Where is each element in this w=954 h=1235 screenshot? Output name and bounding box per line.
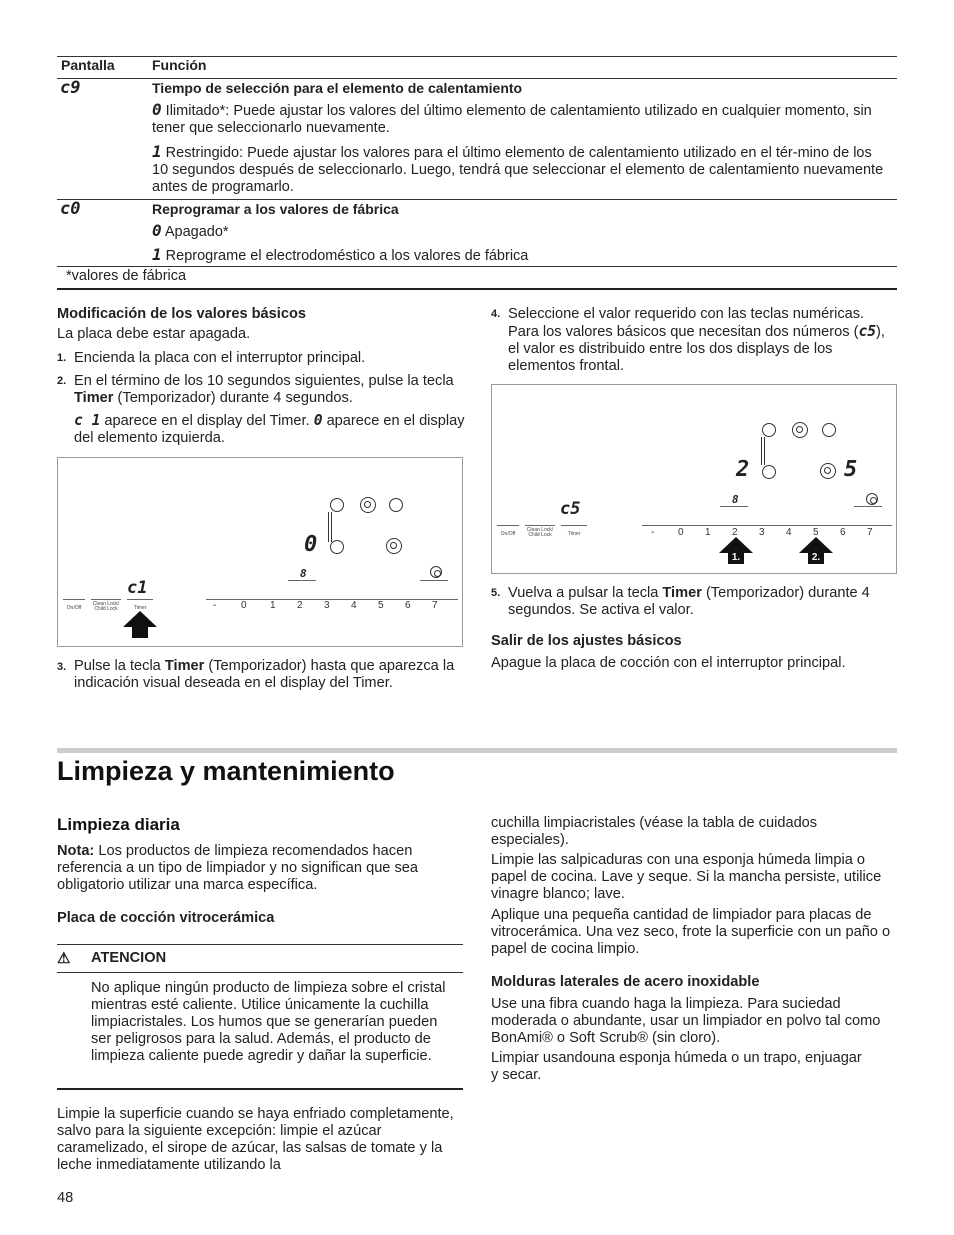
press-arrow-icon (719, 537, 753, 553)
step-3 (74, 658, 464, 692)
target-key-icon (430, 566, 442, 578)
placa-heading: Placa de cocción vitrocerámica (57, 910, 275, 926)
note-paragraph (57, 843, 462, 894)
table-bottom-rule (57, 288, 897, 290)
step-text: aparece en el display del elemento izquierda. (74, 413, 465, 446)
scale-key: 4 (786, 527, 792, 538)
table-row-rule (57, 266, 897, 267)
row-option-0 (152, 222, 229, 241)
right-paragraph-1: cuchilla limpiacristales (véase la tabla de cuidados especiales). (491, 815, 818, 848)
digit-0: 0 (152, 221, 162, 240)
warning-label: ATENCION (91, 950, 167, 966)
zone-indicator (330, 498, 344, 512)
right-paragraph-5: Limpiar usandouna esponja húmeda o un trapo, enjuagar y secar. (491, 1050, 862, 1083)
molduras-heading: Molduras laterales de acero inoxidable (491, 974, 760, 990)
step-4 (508, 306, 888, 375)
clean-paragraph: Limpie la superficie cuando se haya enfriado completamente, salvo para la siguiente excepción: limpie el azúcar caramelizado, el sirope de azúcar, las salsas de tomate y la leche inmediatamente utilizando la (57, 1106, 454, 1173)
digit-1: 1 (152, 142, 162, 161)
scale-key: 1 (705, 527, 711, 538)
warning-mid-rule (57, 972, 463, 973)
table-row-rule (57, 199, 897, 200)
timer-display: c1 (127, 578, 148, 598)
step-number: 1. (57, 352, 67, 364)
modify-heading: Modificación de los valores básicos (57, 306, 306, 322)
press-arrow-stem (132, 626, 148, 638)
modify-intro: La placa debe estar apagada. (57, 326, 251, 342)
warning-icon: ⚠ (57, 950, 71, 967)
step-text: (Temporizador) durante 4 segundos. Se activa el valor. (508, 585, 870, 618)
step-number: 2. (57, 375, 67, 387)
element-select-icon: 8 (300, 567, 307, 580)
timer-key-label: Timer (133, 605, 147, 611)
zone-target-icon (360, 497, 376, 513)
scale-key: 6 (405, 600, 411, 611)
step-1: Encienda la placa con el interruptor principal. (74, 350, 366, 366)
option-text: Reprograme el electrodoméstico a los valores de fábrica (165, 248, 529, 264)
clean-lock-key-label: Clean Lock/ Child Lock (526, 527, 554, 538)
key-line (854, 506, 882, 519)
note-label: Nota: (57, 843, 95, 859)
step-number: 3. (57, 661, 67, 673)
warning-top-rule (57, 944, 463, 945)
step-5 (508, 585, 898, 619)
front-right-display: 5 (844, 457, 858, 482)
timer-key-label: Timer (74, 390, 114, 406)
scale-key: 4 (351, 600, 357, 611)
zone-link-bar (761, 437, 765, 465)
option-text: Ilimitado*: Puede ajustar los valores del último elemento de calentamiento utilizado en cualquier momento, sin tener que seleccionarlo nuevamente. (152, 103, 872, 136)
table-footnote: *valores de fábrica (66, 268, 187, 284)
scale-key: 5 (813, 527, 819, 538)
zone-link-bar (328, 512, 332, 542)
zone-indicator (762, 423, 776, 437)
press-arrow-stem: 2. (808, 552, 824, 564)
exit-heading: Salir de los ajustes básicos (491, 633, 682, 649)
row-option-0 (152, 101, 892, 137)
section-divider (57, 748, 897, 753)
step-text: ), el valor es distribuido entre los dos displays de los elementos frontal. (508, 324, 885, 374)
step-text: Pulse la tecla (74, 658, 165, 674)
step-text: aparece en el display del Timer. (100, 413, 314, 429)
scale-key: 5 (378, 600, 384, 611)
timer-code-c1: c 1 (74, 412, 101, 429)
scale-key: 0 (241, 600, 247, 611)
page-number: 48 (57, 1190, 74, 1206)
scale-key: 1 (270, 600, 276, 611)
scale-key: 7 (432, 600, 438, 611)
scale-key: 6 (840, 527, 846, 538)
row-option-1 (152, 143, 887, 196)
timer-key-label: Timer (567, 531, 581, 537)
cooktop-panel-diagram-2 (491, 384, 897, 574)
digit-1: 1 (152, 245, 162, 264)
key-line (420, 580, 448, 593)
front-left-display: 2 (736, 457, 750, 482)
code-c5: c5 (858, 323, 877, 340)
digit-0: 0 (152, 100, 162, 119)
display-code-c0: c0 (60, 199, 81, 219)
press-arrow-stem: 1. (728, 552, 744, 564)
step-number: 4. (491, 308, 501, 320)
zone-target-icon (792, 422, 808, 438)
row-option-1 (152, 246, 528, 265)
step-text: (Temporizador) hasta que aparezca la indicación visual deseada en el display del Timer. (74, 658, 455, 691)
press-arrow-icon (123, 611, 157, 627)
step-2-result (74, 412, 466, 447)
zone-target-icon (820, 463, 836, 479)
zone-indicator (389, 498, 403, 512)
table-header-rule (57, 78, 897, 79)
table-header-funcion: Función (152, 57, 207, 73)
step-text: En el término de los 10 segundos siguientes, pulse la tecla (74, 373, 454, 389)
key-line (720, 506, 748, 519)
right-paragraph-2: Limpie las salpicaduras con una esponja húmeda limpia o papel de cocina. Lave y seque. Si la mancha persiste, utilice vinagre blanco; lave. (491, 852, 882, 902)
scale-key: 2 (297, 600, 303, 611)
row-title: Tiempo de selección para el elemento de calentamiento (152, 80, 523, 96)
right-paragraph-3: Aplique una pequeña cantidad de limpiador para placas de vitrocerámica. Una vez seco, frote la superficie con un paño o papel de cocina limpio. (491, 907, 891, 957)
press-arrow-icon (799, 537, 833, 553)
display-code-c9: c9 (60, 78, 81, 98)
onoff-key-label: On/Off (500, 531, 516, 537)
exit-text: Apague la placa de cocción con el interruptor principal. (491, 655, 846, 671)
step-2 (74, 373, 466, 407)
zone-target-icon (386, 538, 402, 554)
scale-key: 0 (678, 527, 684, 538)
scale-key: 3 (759, 527, 765, 538)
row-title: Reprogramar a los valores de fábrica (152, 201, 399, 217)
warning-bottom-rule (57, 1088, 463, 1090)
option-text: Restringido: Puede ajustar los valores para el último elemento de calentamiento utilizado en el tér-mino de los 10 segundos después de seleccionarlo. Luego, tendrá que seleccionar el elemento de calentamiento nuevamente antes de programarlo. (152, 145, 884, 195)
left-display-code: 0 (313, 412, 323, 429)
left-element-display: 0 (304, 532, 318, 557)
element-select-icon: 8 (732, 493, 739, 506)
target-key-icon (866, 493, 878, 505)
right-paragraph-4: Use una fibra cuando haga la limpieza. Para suciedad moderada o abundante, usar un limpiador en polvo tal como BonAmi® o Soft Scrub® (sin cloro). (491, 996, 881, 1046)
step-text: (Temporizador) durante 4 segundos. (113, 390, 353, 406)
zone-indicator (762, 465, 776, 479)
scale-key: 7 (867, 527, 873, 538)
scale-key: - (213, 600, 217, 611)
key-line (288, 580, 316, 593)
onoff-key-label: On/Off (66, 605, 82, 611)
cooktop-panel-diagram-1 (57, 457, 463, 647)
step-text: Vuelva a pulsar la tecla (508, 585, 663, 601)
step-number: 5. (491, 587, 501, 599)
clean-lock-key-label: Clean Lock/ Child Lock (92, 601, 120, 612)
timer-key-label: Timer (164, 658, 205, 674)
scale-key: 2 (732, 527, 738, 538)
option-text: Apagado* (164, 224, 229, 240)
scale-key: - (651, 527, 655, 538)
zone-indicator (822, 423, 836, 437)
scale-key: 3 (324, 600, 330, 611)
daily-heading: Limpieza diaria (57, 815, 180, 834)
warning-text: No aplique ningún producto de limpieza sobre el cristal mientras esté caliente. Utilice únicamente la cuchilla limpiacristales. Los humos que se generarían pueden ser peligrosos para la salud. Además, el producto de limpieza caliente puede agredir y dañar la superficie. (91, 980, 446, 1064)
zone-indicator (330, 540, 344, 554)
note-text: Los productos de limpieza recomendados hacen referencia a un tipo de limpiador y no significan que sea obligatorio utilizar una marca específica. (57, 843, 419, 893)
timer-key-label: Timer (662, 585, 702, 601)
step-text: Seleccione el valor requerido con las teclas numéricas. Para los valores básicos que necesitan dos números ( (508, 306, 865, 340)
timer-display: c5 (560, 499, 581, 519)
table-header-pantalla: Pantalla (61, 57, 115, 73)
section-title: Limpieza y mantenimiento (57, 756, 395, 786)
